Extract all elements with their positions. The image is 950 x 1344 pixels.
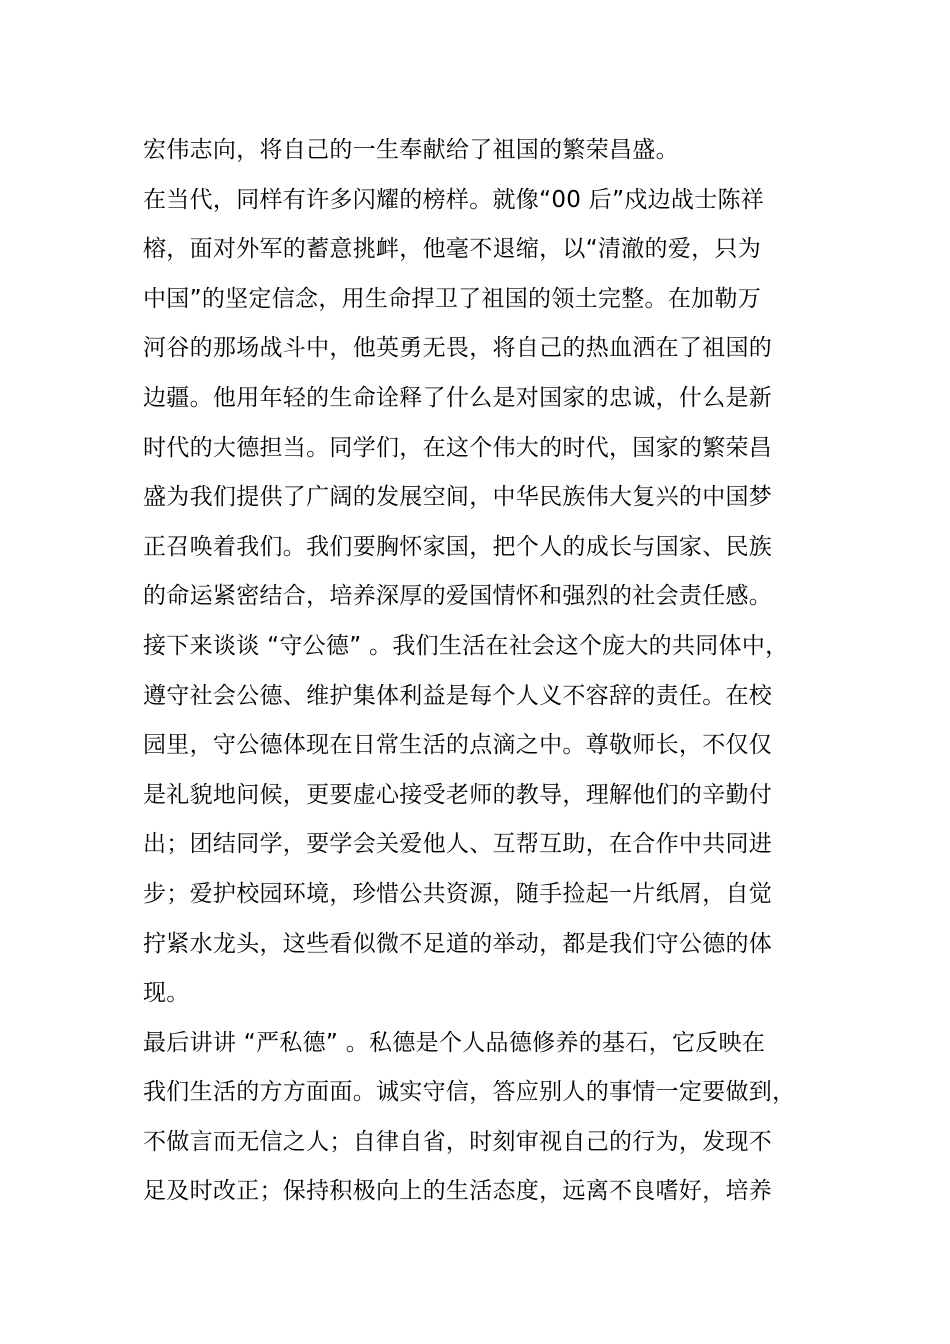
- text-line: 宏伟志向，将自己的一生奉献给了祖国的繁荣昌盛。: [143, 137, 679, 163]
- text-line: 是礼貌地问候，更要虚心接受老师的教导，理解他们的辛勤付: [143, 781, 773, 808]
- text-line: 园里，守公德体现在日常生活的点滴之中。尊敬师长，不仅仅: [143, 732, 773, 759]
- text-line: 接下来谈谈 “守公德” 。我们生活在社会这个庞大的共同体中，: [143, 632, 789, 659]
- text-line: 中国”的坚定信念，用生命捍卫了祖国的领土完整。在加勒万: [143, 285, 762, 312]
- text-line: 正召唤着我们。我们要胸怀家国，把个人的成长与国家、民族: [143, 533, 773, 560]
- text-line: 时代的大德担当。同学们，在这个伟大的时代，国家的繁荣昌: [143, 434, 773, 461]
- text-line: 步；爱护校园环境，珍惜公共资源，随手捡起一片纸屑，自觉: [143, 880, 773, 907]
- text-line: 现。: [143, 980, 190, 1007]
- text-line: 我们生活的方方面面。诚实守信，答应别人的事情一定要做到，: [143, 1079, 796, 1106]
- text-line: 不做言而无信之人；自律自省，时刻审视自己的行为，发现不: [143, 1128, 773, 1155]
- text-line: 在当代，同样有许多闪耀的榜样。就像“00 后”戍边战士陈祥: [143, 186, 765, 213]
- text-line: 最后讲讲 “严私德” 。私德是个人品德修养的基石，它反映在: [143, 1029, 766, 1056]
- text-line: 河谷的那场战斗中，他英勇无畏，将自己的热血洒在了祖国的: [143, 335, 773, 362]
- text-line: 遵守社会公德、维护集体利益是每个人义不容辞的责任。在校: [143, 682, 773, 709]
- text-line: 的命运紧密结合，培养深厚的爱国情怀和强烈的社会责任感。: [143, 583, 773, 610]
- text-line: 榕，面对外军的蓄意挑衅，他毫不退缩，以“清澈的爱，只为: [143, 236, 762, 263]
- text-line: 盛为我们提供了广阔的发展空间，中华民族伟大复兴的中国梦: [143, 484, 773, 511]
- text-line: 足及时改正；保持积极向上的生活态度，远离不良嗜好，培养: [143, 1178, 773, 1205]
- body-text: [143, 126, 843, 1217]
- text-line: 出；团结同学，要学会关爱他人、互帮互助，在合作中共同进: [143, 831, 773, 858]
- text-line: 边疆。他用年轻的生命诠释了什么是对国家的忠诚，什么是新: [143, 384, 773, 411]
- text-line: 拧紧水龙头，这些看似微不足道的举动，都是我们守公德的体: [143, 930, 773, 957]
